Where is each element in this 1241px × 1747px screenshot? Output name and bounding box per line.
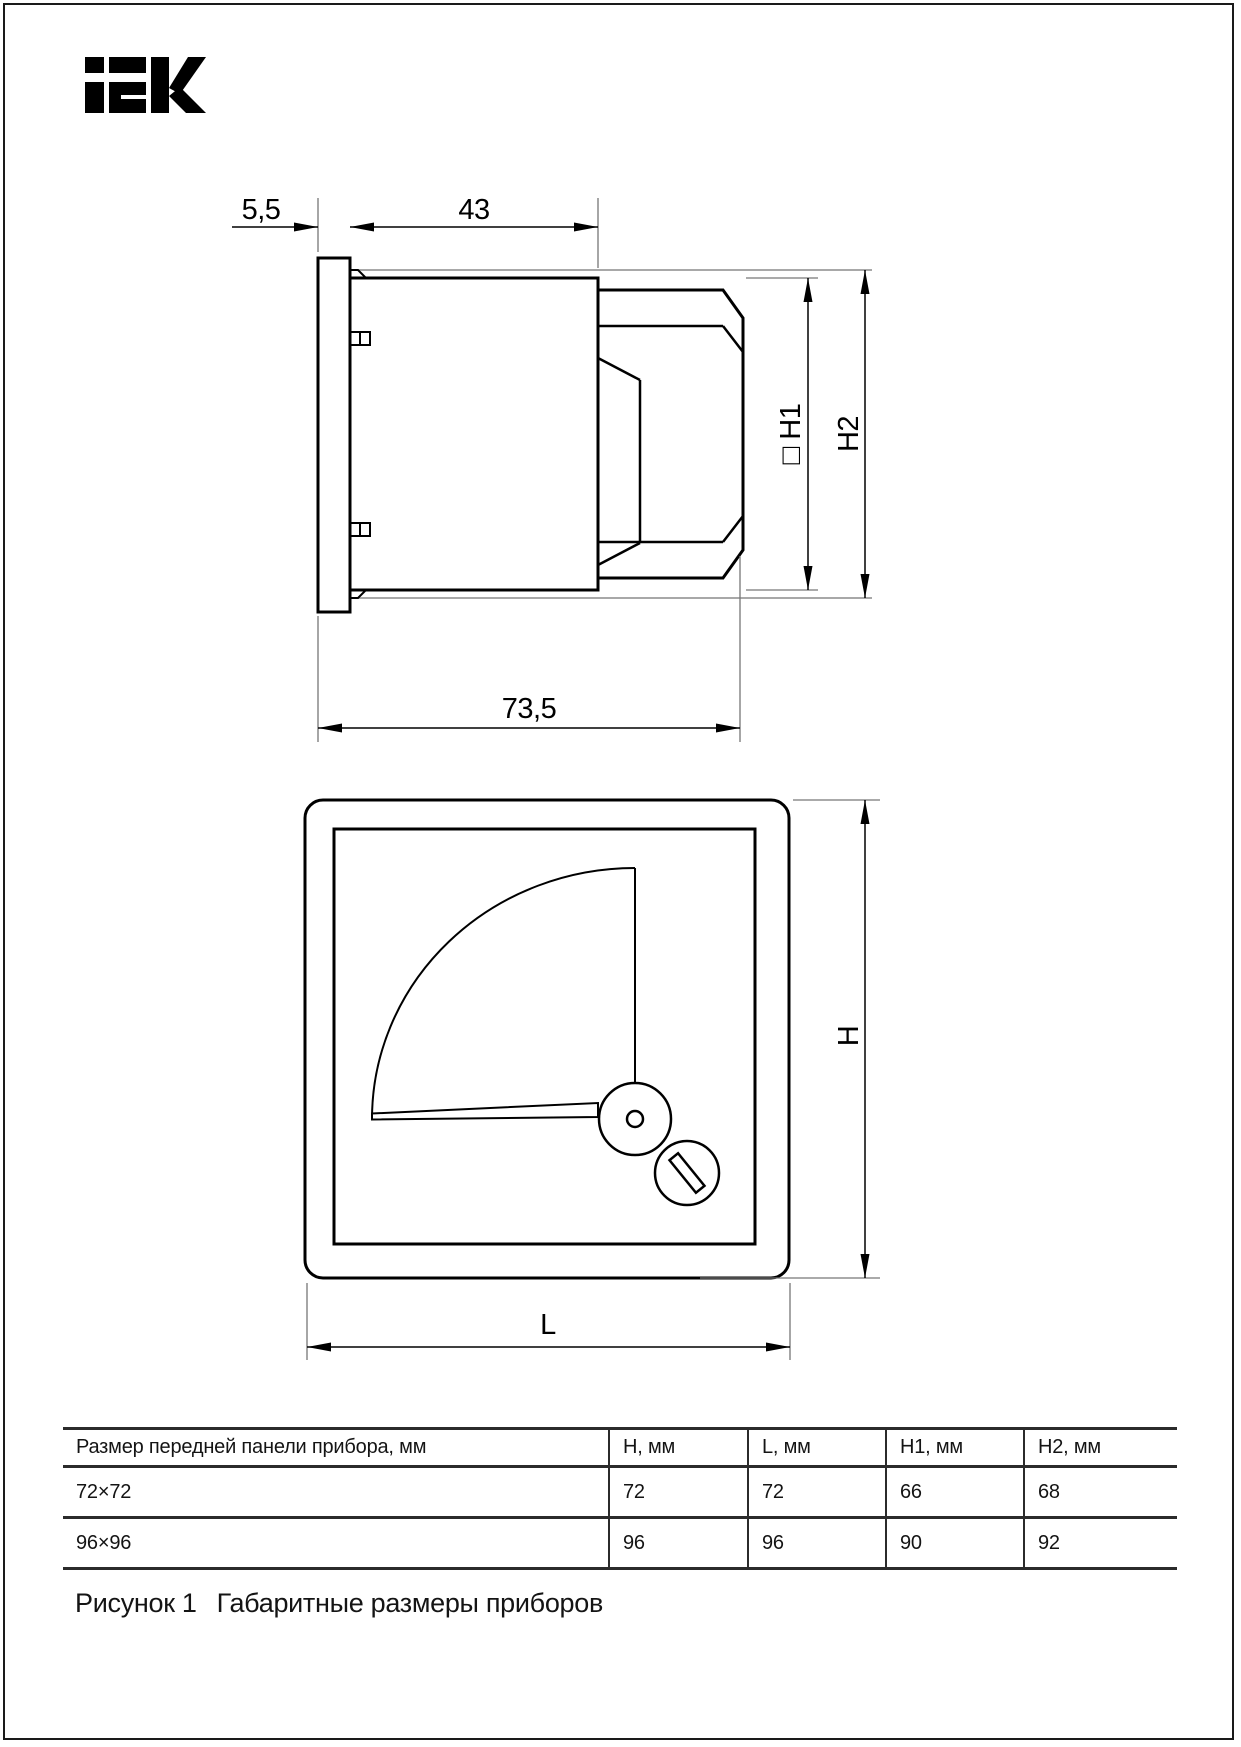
figure-caption-label: Рисунок 1	[75, 1588, 197, 1618]
logo-i-dot	[85, 57, 104, 73]
side-view-arrowheads	[294, 223, 870, 733]
dim-label-height-h: H	[833, 1025, 865, 1047]
col-header-l: L, мм	[748, 1429, 886, 1467]
mounting-plate	[318, 258, 350, 612]
front-bezel	[305, 800, 789, 1278]
mounting-clip-top	[350, 332, 370, 345]
logo-e-top-bar	[109, 57, 146, 73]
cell-h1: 90	[886, 1518, 1024, 1569]
dim-label-width-l: L	[540, 1309, 556, 1341]
pivot-center-hole	[627, 1111, 643, 1127]
dim-label-h2: H2	[833, 415, 865, 453]
cell-h: 96	[609, 1518, 748, 1569]
cell-h2: 68	[1024, 1467, 1177, 1518]
iek-logo	[85, 57, 206, 113]
logo-k-upper-arm	[169, 57, 206, 94]
cell-h2: 92	[1024, 1518, 1177, 1569]
front-view-extension-lines	[307, 800, 880, 1360]
cell-l: 96	[748, 1518, 886, 1569]
col-header-panel-size: Размер передней панели прибора, мм	[63, 1429, 609, 1467]
logo-i-stem	[85, 82, 104, 113]
dimensions-table	[63, 1427, 1177, 1570]
mounting-clip-bottom	[350, 523, 370, 536]
front-view-dimension-lines	[307, 800, 865, 1347]
dim-label-case-depth: 43	[458, 194, 490, 226]
cell-l: 72	[748, 1467, 886, 1518]
front-view	[305, 800, 880, 1360]
dim-label-square-h1: □ H1	[775, 403, 807, 465]
rear-block-bottom-band-chamfer	[723, 516, 743, 542]
col-header-h1: H1, мм	[886, 1429, 1024, 1467]
col-header-h2: H2, мм	[1024, 1429, 1177, 1467]
scale-sector	[372, 868, 635, 1119]
table-row	[63, 1467, 1177, 1518]
dim-label-total-depth: 73,5	[501, 693, 557, 725]
pointer-needle	[372, 1103, 598, 1120]
side-view	[232, 198, 872, 742]
table-header-row	[63, 1429, 1177, 1467]
side-view-dimension-lines	[232, 227, 865, 728]
figure-caption-text: Габаритные размеры приборов	[216, 1588, 604, 1618]
table-row	[63, 1518, 1177, 1569]
dim-label-front-depth: 5,5	[241, 194, 281, 226]
cell-h1: 66	[886, 1467, 1024, 1518]
cell-size: 72×72	[63, 1467, 609, 1518]
col-header-h: H, мм	[609, 1429, 748, 1467]
cell-h: 72	[609, 1467, 748, 1518]
figure-caption	[75, 1588, 603, 1619]
cell-size: 96×96	[63, 1518, 609, 1569]
rear-block-top-band-chamfer	[723, 326, 743, 352]
logo-e-lower-bars	[109, 82, 146, 113]
logo-k-stem	[151, 57, 169, 113]
movement-cone	[598, 358, 640, 565]
rear-block	[598, 290, 743, 578]
case-body	[350, 278, 598, 590]
